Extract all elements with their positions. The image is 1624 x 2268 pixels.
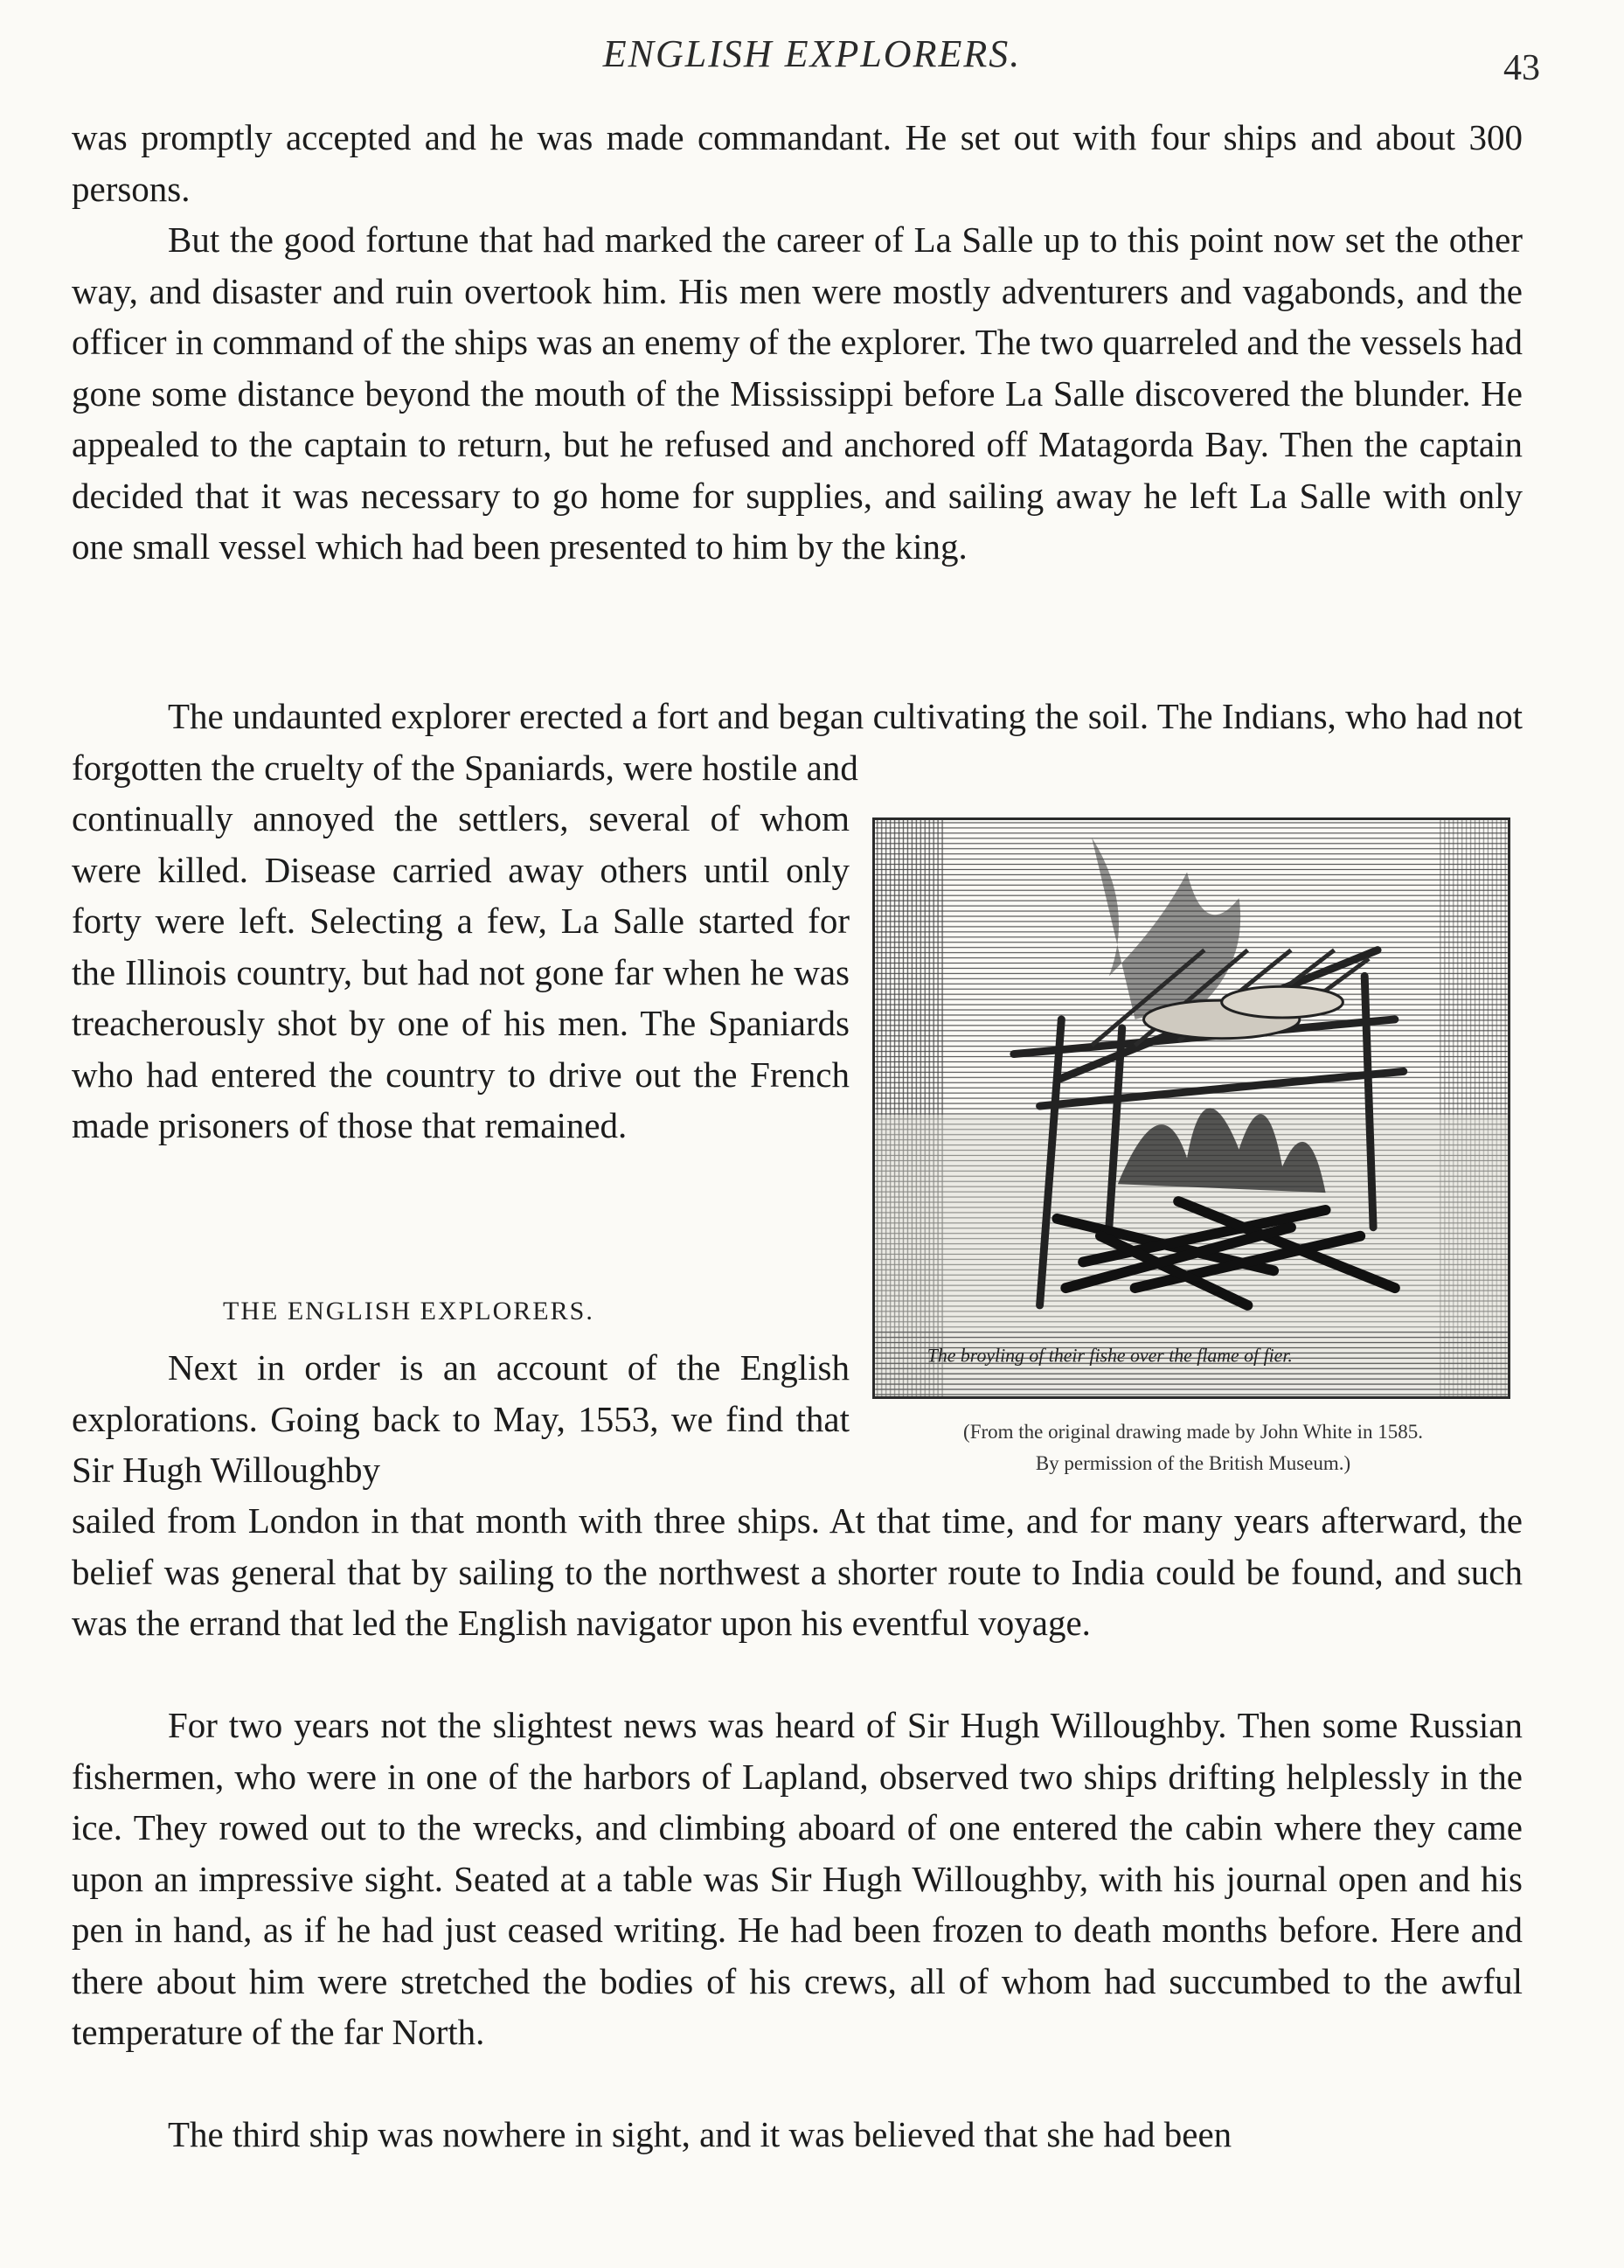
paragraph-6: The third ship was nowhere in sight, and it was believed that she had been — [168, 2114, 1232, 2154]
paragraph-3-narrow: continually annoyed the settlers, several of whom were killed. Disease carried away others until only forty were left. Selecting a few, La Salle started for the Illinois country, but had not gone far when he was treacherously shot by one of his men. The Spaniards who had entered the country to drive out the French made prisoners of those that remained. — [72, 798, 850, 1145]
running-head: ENGLISH EXPLORERS. — [602, 32, 1022, 75]
caption-line-1: (From the original drawing made by John White in 1585. — [963, 1421, 1423, 1443]
engraving-illustration — [875, 820, 1508, 1396]
section-heading: THE ENGLISH EXPLORERS. — [223, 1297, 594, 1325]
paragraph-2: But the good fortune that had marked the career of La Salle up to this point now set the other way, and disaster and ruin overtook him. His men were mostly adventurers and vagabonds, and the officer in command of the ships was an enemy of the explorer. The two quarreled and the vessels had gone some distance beyond the mouth of the Mississippi before La Salle discovered the blunder. He appealed to the captain to return, but he refused and anchored off Matagorda Bay. Then the captain decided that it was necessary to go home for supplies, and sailing away he left La Salle with only one small vessel which had been presented to him by the king. — [72, 219, 1523, 567]
paragraph-3-full: The undaunted explorer erected a fort and began cultivating the soil. The Indians, who had not forgotten the cruelty of the Spaniards, were hostile and — [72, 696, 1523, 788]
engraving-figure — [872, 817, 1510, 1399]
caption-line-2: By permission of the British Museum.) — [1035, 1452, 1351, 1474]
paragraph-5: For two years not the slightest news was heard of Sir Hugh Willoughby. Then some Russian fishermen, who were in one of the harbors of Lapland, observed two ships drifting helplessly in the ice. They rowed out to the wrecks, and climbing aboard of one entered the cabin where they came upon an impressive sight. Seated at a table was Sir Hugh Willoughby, with his journal open and his pen in hand, as if he had just ceased writing. He had been frozen to death months before. Here and there about him were stretched the bodies of his crews, all of whom had succumbed to the awful temperature of the far North. — [72, 1705, 1523, 2052]
paragraph-4-full: sailed from London in that month with three ships. At that time, and for many years afterward, the belief was general that by sailing to the northwest a shorter route to India could be found, and such was the errand that led the English navigator upon his eventful voyage. — [72, 1500, 1523, 1643]
engraving-inscription: The broyling of their fishe over the flame of fier. — [927, 1345, 1293, 1367]
paragraph-4-narrow: Next in order is an account of the English explorations. Going back to May, 1553, we find that Sir Hugh Willoughby — [72, 1347, 850, 1490]
paragraph-1: was promptly accepted and he was made commandant. He set out with four ships and about 300 persons. — [72, 117, 1523, 209]
figure-caption — [861, 1416, 1525, 1479]
page-number: 43 — [1503, 48, 1540, 88]
